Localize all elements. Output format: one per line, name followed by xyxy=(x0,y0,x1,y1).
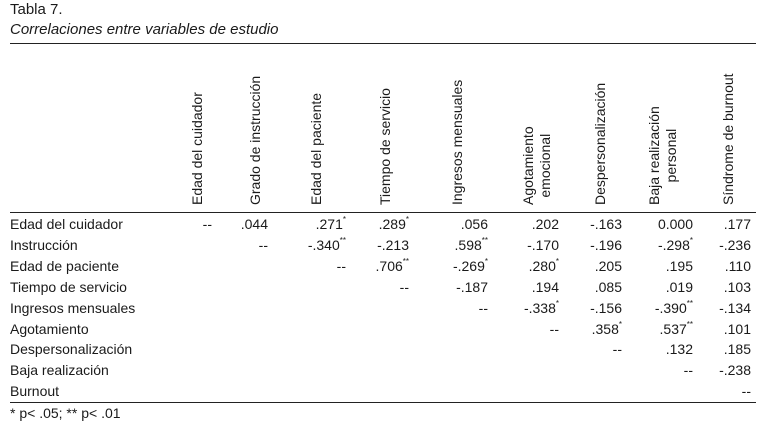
row-label: Ingresos mensuales xyxy=(10,299,136,316)
row-label: Edad del cuidador xyxy=(10,216,123,232)
row-label: Baja realización xyxy=(10,362,109,379)
table-cell xyxy=(428,279,488,295)
cell-value: .706 xyxy=(375,257,403,274)
cell-value: -.338 xyxy=(523,299,556,316)
table-cell xyxy=(499,321,559,337)
cell-value: .185 xyxy=(723,341,751,358)
table-cell xyxy=(428,237,488,253)
table-cell xyxy=(562,279,622,295)
cell-value: .132 xyxy=(665,341,693,358)
column-header-label: Grado de instrucción xyxy=(246,75,263,205)
significance-marker: ** xyxy=(686,298,693,308)
column-header-label: Edad del paciente xyxy=(307,92,324,205)
column-header-label: emocional xyxy=(537,133,553,198)
cell-value: -.340 xyxy=(307,236,340,253)
table-cell xyxy=(691,237,751,253)
significance-marker: * xyxy=(342,215,346,225)
table-cell xyxy=(286,237,346,253)
table-cell xyxy=(562,321,622,337)
column-header-label: personal xyxy=(663,128,679,183)
column-header-label: Ingresos mensuales xyxy=(448,79,465,205)
significance-marker: ** xyxy=(686,319,693,329)
table-cell xyxy=(349,216,409,232)
table-cell xyxy=(286,216,346,232)
cell-value: -- xyxy=(741,383,751,400)
table-cell xyxy=(691,362,751,378)
table-cell xyxy=(691,216,751,232)
significance-marker: ** xyxy=(339,236,346,246)
table-cell xyxy=(633,237,693,253)
table-cell xyxy=(691,341,751,357)
table-cell xyxy=(499,237,559,253)
cell-value: .110 xyxy=(724,257,751,274)
cell-value: -.298 xyxy=(657,236,690,253)
significance-marker: ** xyxy=(402,257,409,267)
column-header-label: Tiempo de servicio xyxy=(376,88,393,205)
row-label: Tiempo de servicio xyxy=(10,278,127,295)
table-cell xyxy=(152,216,212,232)
row-label: Despersonalización xyxy=(10,341,133,358)
significance-marker: * xyxy=(484,257,488,267)
table-cell xyxy=(633,341,693,357)
significance-marker: * xyxy=(618,319,622,329)
significance-marker: * xyxy=(555,257,559,267)
cell-value: .195 xyxy=(665,257,693,274)
cell-value: .103 xyxy=(723,278,751,295)
cell-value: -.163 xyxy=(590,216,622,232)
table-cell xyxy=(691,279,751,295)
table-cell xyxy=(633,279,693,295)
cell-value: .056 xyxy=(460,216,488,232)
cell-value: -.238 xyxy=(719,362,751,379)
cell-value: .537 xyxy=(659,320,687,337)
cell-value: -- xyxy=(399,278,409,295)
cell-value: -- xyxy=(549,320,559,337)
table-cell xyxy=(499,300,559,316)
cell-value: -.236 xyxy=(719,236,751,253)
cell-value: -.390 xyxy=(654,299,687,316)
table-cell xyxy=(562,300,622,316)
table-cell xyxy=(428,216,488,232)
cell-value: -.213 xyxy=(377,236,409,253)
significance-marker: ** xyxy=(481,236,488,246)
table-cell xyxy=(208,237,268,253)
cell-value: -.156 xyxy=(590,299,622,316)
table-cell xyxy=(691,258,751,274)
table-cell xyxy=(428,258,488,274)
cell-value: -.196 xyxy=(590,236,622,253)
cell-value: .289 xyxy=(378,216,406,232)
column-header-label: Despersonalización xyxy=(591,82,608,205)
table-cell xyxy=(691,383,751,399)
cell-value: .598 xyxy=(454,236,482,253)
column-header-label: Edad del cuidador xyxy=(188,92,205,205)
table-cell xyxy=(633,321,693,337)
table-subtitle: Correlaciones entre variables de estudio xyxy=(10,21,279,38)
cell-value: -- xyxy=(612,341,622,358)
cell-value: -.134 xyxy=(719,299,751,316)
table-cell xyxy=(349,279,409,295)
cell-value: .202 xyxy=(531,216,559,232)
cell-value: -- xyxy=(202,216,212,232)
row-label: Burnout xyxy=(10,383,60,400)
cell-value: -.187 xyxy=(456,278,488,295)
column-header-label: Baja realización xyxy=(646,106,662,205)
table-cell xyxy=(499,216,559,232)
table-title: Tabla 7. xyxy=(10,1,63,18)
cell-value: -.269 xyxy=(452,257,485,274)
row-label: Edad de paciente xyxy=(10,257,119,274)
row-label: Instrucción xyxy=(10,236,78,253)
table-cell xyxy=(499,258,559,274)
cell-value: .019 xyxy=(665,278,693,295)
cell-value: .358 xyxy=(591,320,619,337)
cell-value: -- xyxy=(478,299,488,316)
cell-value: .177 xyxy=(723,216,751,232)
cell-value: 0.000 xyxy=(657,216,693,232)
cell-value: .044 xyxy=(240,216,268,232)
table-cell xyxy=(428,300,488,316)
table-cell xyxy=(633,300,693,316)
column-header-label: Agotamiento xyxy=(520,126,536,205)
cell-value: .194 xyxy=(531,278,559,295)
table-cell xyxy=(562,341,622,357)
cell-value: -- xyxy=(336,257,346,274)
top-rule xyxy=(10,43,756,44)
significance-marker: * xyxy=(405,215,409,225)
header-rule xyxy=(10,212,756,213)
table-footnote: * p< .05; ** p< .01 xyxy=(10,405,121,421)
cell-value: -.170 xyxy=(527,236,559,253)
bottom-rule xyxy=(10,402,756,403)
column-header-label: Síndrome de burnout xyxy=(719,73,736,205)
table-cell xyxy=(562,258,622,274)
cell-value: .271 xyxy=(315,216,343,232)
significance-marker: * xyxy=(689,236,693,246)
cell-value: .085 xyxy=(594,278,622,295)
cell-value: .205 xyxy=(594,257,622,274)
cell-value: .280 xyxy=(528,257,556,274)
table-cell xyxy=(691,321,751,337)
significance-marker: * xyxy=(555,298,559,308)
table-cell xyxy=(633,216,693,232)
table-cell xyxy=(208,216,268,232)
row-label: Agotamiento xyxy=(10,320,89,337)
table-cell xyxy=(349,237,409,253)
cell-value: -- xyxy=(258,236,268,253)
table-cell xyxy=(286,258,346,274)
cell-value: .101 xyxy=(723,320,751,337)
table-cell xyxy=(633,362,693,378)
table-cell xyxy=(499,279,559,295)
table-cell xyxy=(562,237,622,253)
table-cell xyxy=(562,216,622,232)
cell-value: -- xyxy=(683,362,693,379)
table-cell xyxy=(349,258,409,274)
table-cell xyxy=(633,258,693,274)
table-cell xyxy=(691,300,751,316)
